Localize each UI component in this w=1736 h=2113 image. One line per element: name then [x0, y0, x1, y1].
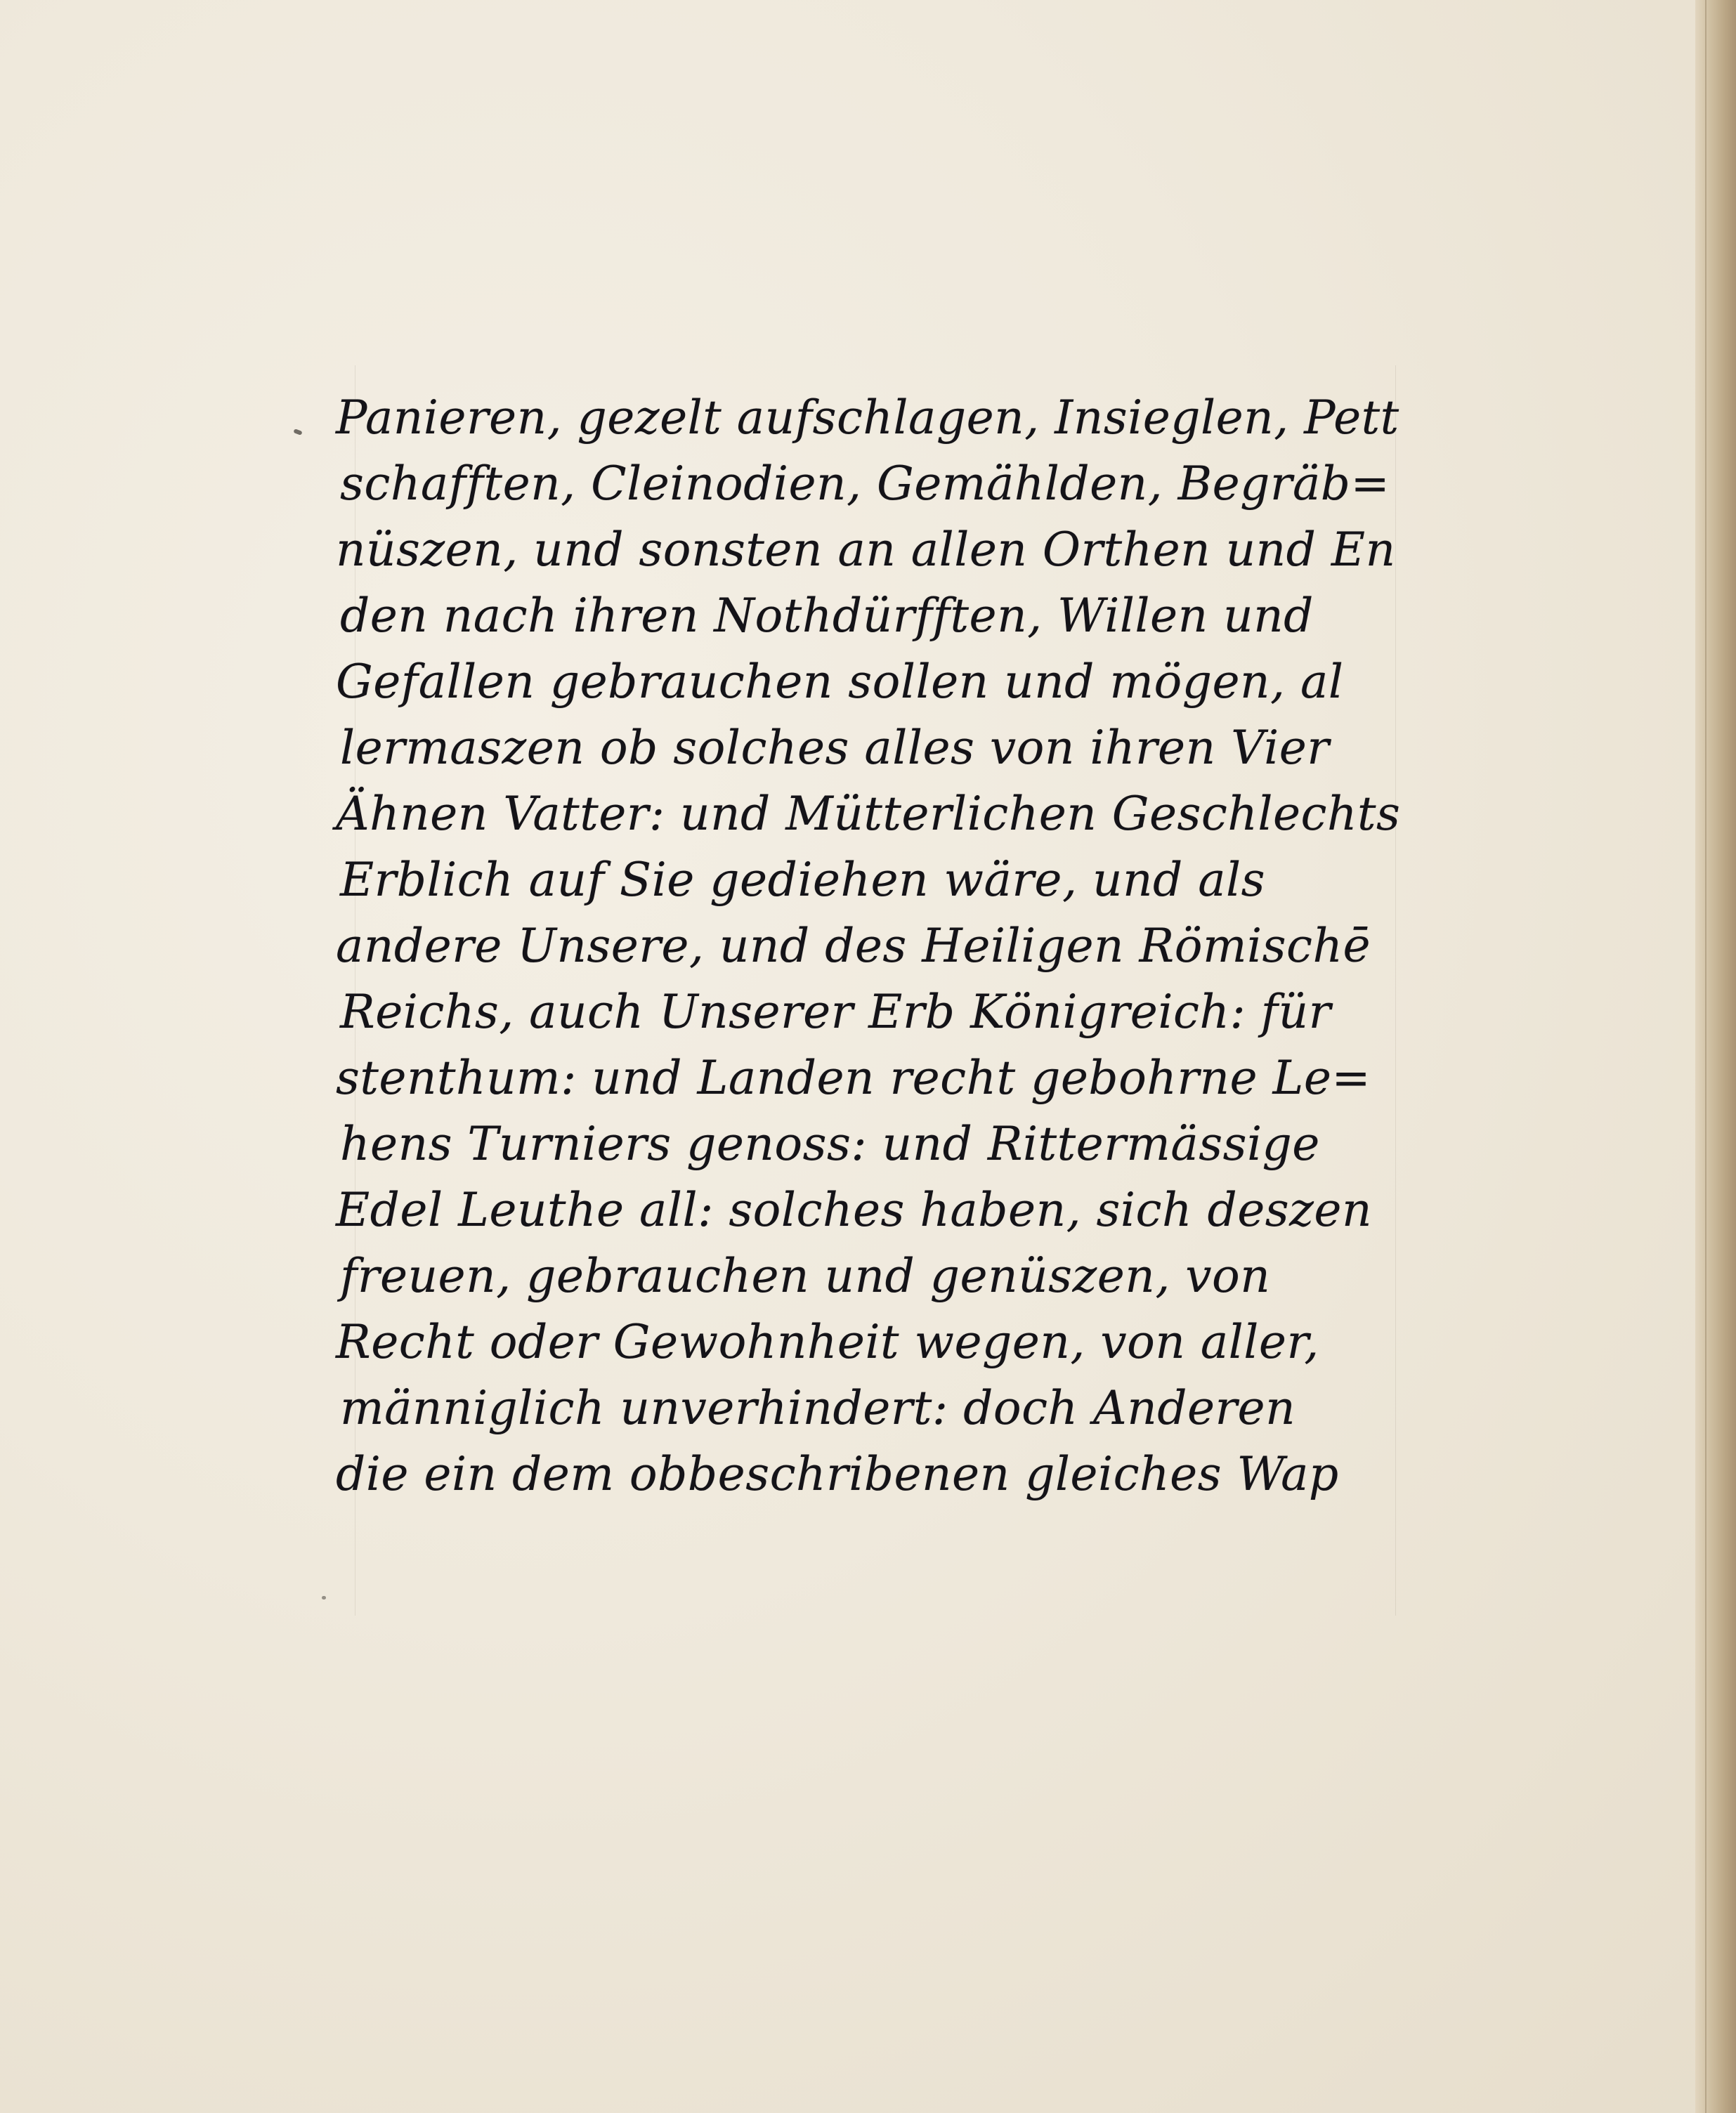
text-line: Erblich auf Sie gediehen wäre, und als: [340, 853, 1266, 907]
text-line: freuen, gebrauchen und genüszen, von: [340, 1249, 1271, 1303]
text-line: männiglich unverhindert: doch Anderen: [340, 1381, 1296, 1435]
text-line: Edel Leuthe all: solches haben, sich deszen: [336, 1183, 1372, 1237]
text-line: Gefallen gebrauchen sollen und mögen, al: [336, 655, 1344, 709]
text-line: stenthum: und Landen recht gebohrne Le=: [336, 1051, 1371, 1105]
text-line: Reichs, auch Unserer Erb Königreich: für: [340, 985, 1331, 1039]
text-line: Ähnen Vatter: und Mütterlichen Geschlechts: [336, 787, 1401, 841]
text-line: schafften, Cleinodien, Gemählden, Begräb=: [340, 457, 1390, 511]
ink-mark: [293, 429, 302, 436]
book-gutter: [1695, 0, 1736, 2113]
text-line: hens Turniers genoss: und Rittermässige: [340, 1117, 1320, 1171]
handwritten-text-block: [336, 385, 1432, 1507]
text-line: die ein dem obbeschribenen gleiches Wap: [336, 1447, 1339, 1501]
text-line: Panieren, gezelt aufschlagen, Insieglen, Pett: [336, 391, 1399, 445]
text-line: andere Unsere, und des Heiligen Römischē: [336, 919, 1371, 973]
text-line: Recht oder Gewohnheit wegen, von aller,: [336, 1315, 1319, 1369]
text-line: nüszen, und sonsten an allen Orthen und En: [336, 523, 1396, 577]
gutter-edge-line: [1705, 0, 1706, 2113]
text-line: lermaszen ob solches alles von ihren Vier: [340, 721, 1330, 775]
text-line: den nach ihren Nothdürfften, Willen und: [340, 589, 1314, 643]
ink-dot: [322, 1596, 326, 1600]
